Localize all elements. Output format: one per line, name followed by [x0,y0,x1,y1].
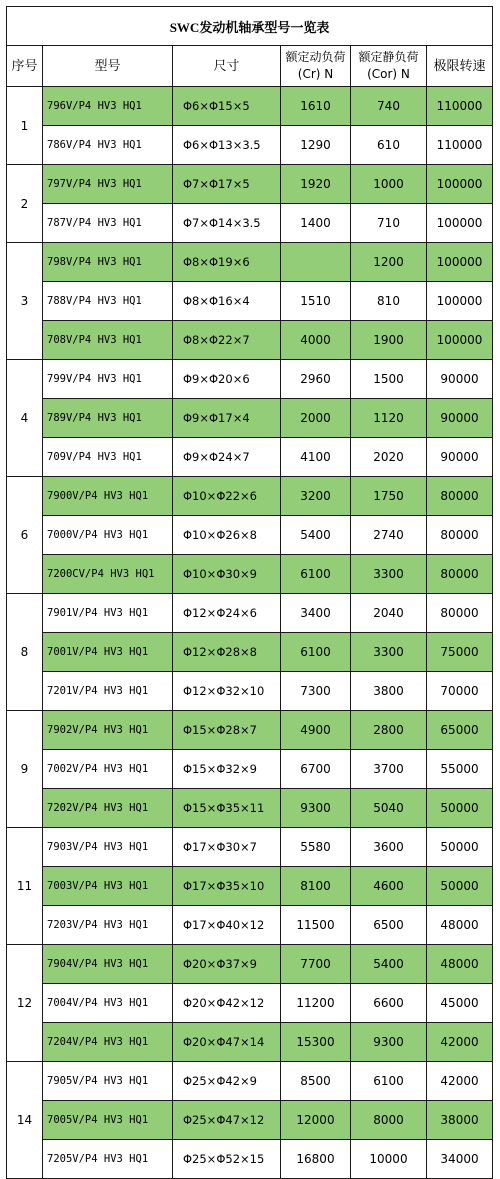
header-model: 型号 [43,46,173,87]
model-cell: 7905V/P4 HV3 HQ1 [43,1062,173,1101]
size-cell: Φ25×Φ47×12 [173,1101,281,1140]
table-row [7,672,493,711]
size-cell: Φ15×Φ32×9 [173,750,281,789]
table-row [7,126,493,165]
dynamic-load-cell: 7300 [281,672,351,711]
dynamic-load-cell: 5580 [281,828,351,867]
size-cell: Φ20×Φ42×12 [173,984,281,1023]
table-row [7,165,493,204]
limit-speed-cell: 80000 [427,594,493,633]
dynamic-load-cell: 3400 [281,594,351,633]
limit-speed-cell: 50000 [427,789,493,828]
model-cell: 7901V/P4 HV3 HQ1 [43,594,173,633]
table-row [7,1062,493,1101]
model-cell: 7904V/P4 HV3 HQ1 [43,945,173,984]
dynamic-load-cell: 11200 [281,984,351,1023]
limit-speed-cell: 90000 [427,399,493,438]
size-cell: Φ7×Φ14×3.5 [173,204,281,243]
model-cell: 7903V/P4 HV3 HQ1 [43,828,173,867]
static-load-cell: 6500 [351,906,427,945]
static-load-cell: 6600 [351,984,427,1023]
model-cell: 789V/P4 HV3 HQ1 [43,399,173,438]
model-cell: 7201V/P4 HV3 HQ1 [43,672,173,711]
model-cell: 7204V/P4 HV3 HQ1 [43,1023,173,1062]
table-row [7,399,493,438]
limit-speed-cell: 100000 [427,282,493,321]
limit-speed-cell: 110000 [427,87,493,126]
model-cell: 709V/P4 HV3 HQ1 [43,438,173,477]
limit-speed-cell: 80000 [427,516,493,555]
static-load-cell: 4600 [351,867,427,906]
table-row [7,711,493,750]
limit-speed-cell: 38000 [427,1101,493,1140]
model-cell: 7205V/P4 HV3 HQ1 [43,1140,173,1179]
size-cell: Φ25×Φ42×9 [173,1062,281,1101]
header-size: 尺寸 [173,46,281,87]
limit-speed-cell: 48000 [427,906,493,945]
size-cell: Φ9×Φ20×6 [173,360,281,399]
dynamic-load-cell: 8500 [281,1062,351,1101]
model-cell: 7202V/P4 HV3 HQ1 [43,789,173,828]
table-row [7,867,493,906]
model-cell: 7003V/P4 HV3 HQ1 [43,867,173,906]
table-row [7,906,493,945]
limit-speed-cell: 34000 [427,1140,493,1179]
size-cell: Φ17×Φ35×10 [173,867,281,906]
dynamic-load-cell [281,243,351,282]
dynamic-load-cell: 1920 [281,165,351,204]
static-load-cell: 8000 [351,1101,427,1140]
limit-speed-cell: 80000 [427,555,493,594]
dynamic-load-cell: 6100 [281,633,351,672]
size-cell: Φ17×Φ30×7 [173,828,281,867]
dynamic-load-cell: 16800 [281,1140,351,1179]
limit-speed-cell: 55000 [427,750,493,789]
seq-cell: 12 [7,945,43,1062]
static-load-cell: 3800 [351,672,427,711]
limit-speed-cell: 80000 [427,477,493,516]
seq-cell: 2 [7,165,43,243]
static-load-cell: 10000 [351,1140,427,1179]
dynamic-load-cell: 5400 [281,516,351,555]
dynamic-load-cell: 4100 [281,438,351,477]
limit-speed-cell: 42000 [427,1023,493,1062]
size-cell: Φ17×Φ40×12 [173,906,281,945]
size-cell: Φ12×Φ32×10 [173,672,281,711]
size-cell: Φ12×Φ24×6 [173,594,281,633]
table-row [7,984,493,1023]
size-cell: Φ8×Φ22×7 [173,321,281,360]
dynamic-load-cell: 7700 [281,945,351,984]
dynamic-load-cell: 9300 [281,789,351,828]
seq-cell: 1 [7,87,43,165]
seq-cell: 4 [7,360,43,477]
size-cell: Φ6×Φ13×3.5 [173,126,281,165]
model-cell: 798V/P4 HV3 HQ1 [43,243,173,282]
model-cell: 7900V/P4 HV3 HQ1 [43,477,173,516]
size-cell: Φ15×Φ28×7 [173,711,281,750]
model-cell: 7203V/P4 HV3 HQ1 [43,906,173,945]
limit-speed-cell: 100000 [427,204,493,243]
model-cell: 7005V/P4 HV3 HQ1 [43,1101,173,1140]
model-cell: 787V/P4 HV3 HQ1 [43,204,173,243]
limit-speed-cell: 48000 [427,945,493,984]
dynamic-load-cell: 6100 [281,555,351,594]
limit-speed-cell: 45000 [427,984,493,1023]
static-load-cell: 2040 [351,594,427,633]
dynamic-load-cell: 2000 [281,399,351,438]
limit-speed-cell: 70000 [427,672,493,711]
table-row [7,204,493,243]
dynamic-load-cell: 1510 [281,282,351,321]
header-seq: 序号 [7,46,43,87]
static-load-cell: 1000 [351,165,427,204]
seq-cell: 8 [7,594,43,711]
header-limit-speed: 极限转速 [427,46,493,87]
static-load-cell: 9300 [351,1023,427,1062]
table-row [7,555,493,594]
static-load-cell: 810 [351,282,427,321]
table-row [7,789,493,828]
model-cell: 7200CV/P4 HV3 HQ1 [43,555,173,594]
limit-speed-cell: 75000 [427,633,493,672]
dynamic-load-cell: 12000 [281,1101,351,1140]
static-load-cell: 5400 [351,945,427,984]
static-load-cell: 3600 [351,828,427,867]
table-row [7,633,493,672]
static-load-cell: 3700 [351,750,427,789]
size-cell: Φ8×Φ16×4 [173,282,281,321]
limit-speed-cell: 90000 [427,438,493,477]
static-load-cell: 3300 [351,555,427,594]
limit-speed-cell: 50000 [427,828,493,867]
seq-cell: 14 [7,1062,43,1179]
size-cell: Φ6×Φ15×5 [173,87,281,126]
table-row [7,750,493,789]
seq-cell: 3 [7,243,43,360]
table-row [7,1101,493,1140]
table-row [7,828,493,867]
dynamic-load-cell: 4900 [281,711,351,750]
model-cell: 7001V/P4 HV3 HQ1 [43,633,173,672]
table-row [7,282,493,321]
table-row [7,594,493,633]
dynamic-load-cell: 2960 [281,360,351,399]
size-cell: Φ10×Φ26×8 [173,516,281,555]
static-load-cell: 2020 [351,438,427,477]
dynamic-load-cell: 1290 [281,126,351,165]
table-row [7,243,493,282]
model-cell: 786V/P4 HV3 HQ1 [43,126,173,165]
limit-speed-cell: 65000 [427,711,493,750]
static-load-cell: 1120 [351,399,427,438]
static-load-cell: 1500 [351,360,427,399]
header-static-load: 额定静负荷 (Cor) N [351,46,427,87]
model-cell: 7004V/P4 HV3 HQ1 [43,984,173,1023]
model-cell: 788V/P4 HV3 HQ1 [43,282,173,321]
static-load-cell: 6100 [351,1062,427,1101]
static-load-cell: 2800 [351,711,427,750]
static-load-cell: 3300 [351,633,427,672]
table-body [7,87,493,1179]
dynamic-load-cell: 8100 [281,867,351,906]
model-cell: 7902V/P4 HV3 HQ1 [43,711,173,750]
bearing-table [6,6,493,1179]
limit-speed-cell: 90000 [427,360,493,399]
model-cell: 708V/P4 HV3 HQ1 [43,321,173,360]
dynamic-load-cell: 3200 [281,477,351,516]
table-row [7,321,493,360]
static-load-cell: 2740 [351,516,427,555]
header-row [7,46,493,87]
table-row [7,516,493,555]
table-row [7,360,493,399]
dynamic-load-cell: 1610 [281,87,351,126]
table-row [7,945,493,984]
limit-speed-cell: 100000 [427,165,493,204]
dynamic-load-cell: 11500 [281,906,351,945]
model-cell: 799V/P4 HV3 HQ1 [43,360,173,399]
size-cell: Φ25×Φ52×15 [173,1140,281,1179]
model-cell: 796V/P4 HV3 HQ1 [43,87,173,126]
size-cell: Φ8×Φ19×6 [173,243,281,282]
dynamic-load-cell: 15300 [281,1023,351,1062]
table-row [7,1023,493,1062]
static-load-cell: 1200 [351,243,427,282]
dynamic-load-cell: 1400 [281,204,351,243]
size-cell: Φ7×Φ17×5 [173,165,281,204]
header-dynamic-load: 额定动负荷 (Cr) N [281,46,351,87]
size-cell: Φ20×Φ37×9 [173,945,281,984]
model-cell: 797V/P4 HV3 HQ1 [43,165,173,204]
seq-cell: 11 [7,828,43,945]
static-load-cell: 710 [351,204,427,243]
size-cell: Φ9×Φ17×4 [173,399,281,438]
model-cell: 7000V/P4 HV3 HQ1 [43,516,173,555]
size-cell: Φ15×Φ35×11 [173,789,281,828]
table-row [7,87,493,126]
table-title: SWC发动机轴承型号一览表 [7,7,493,46]
table-row [7,438,493,477]
limit-speed-cell: 50000 [427,867,493,906]
limit-speed-cell: 100000 [427,321,493,360]
table-row [7,1140,493,1179]
size-cell: Φ20×Φ47×14 [173,1023,281,1062]
size-cell: Φ10×Φ22×6 [173,477,281,516]
limit-speed-cell: 110000 [427,126,493,165]
static-load-cell: 1900 [351,321,427,360]
static-load-cell: 610 [351,126,427,165]
table-row [7,477,493,516]
limit-speed-cell: 42000 [427,1062,493,1101]
size-cell: Φ10×Φ30×9 [173,555,281,594]
seq-cell: 9 [7,711,43,828]
static-load-cell: 740 [351,87,427,126]
dynamic-load-cell: 6700 [281,750,351,789]
size-cell: Φ9×Φ24×7 [173,438,281,477]
model-cell: 7002V/P4 HV3 HQ1 [43,750,173,789]
dynamic-load-cell: 4000 [281,321,351,360]
limit-speed-cell: 100000 [427,243,493,282]
static-load-cell: 5040 [351,789,427,828]
size-cell: Φ12×Φ28×8 [173,633,281,672]
static-load-cell: 1750 [351,477,427,516]
seq-cell: 6 [7,477,43,594]
